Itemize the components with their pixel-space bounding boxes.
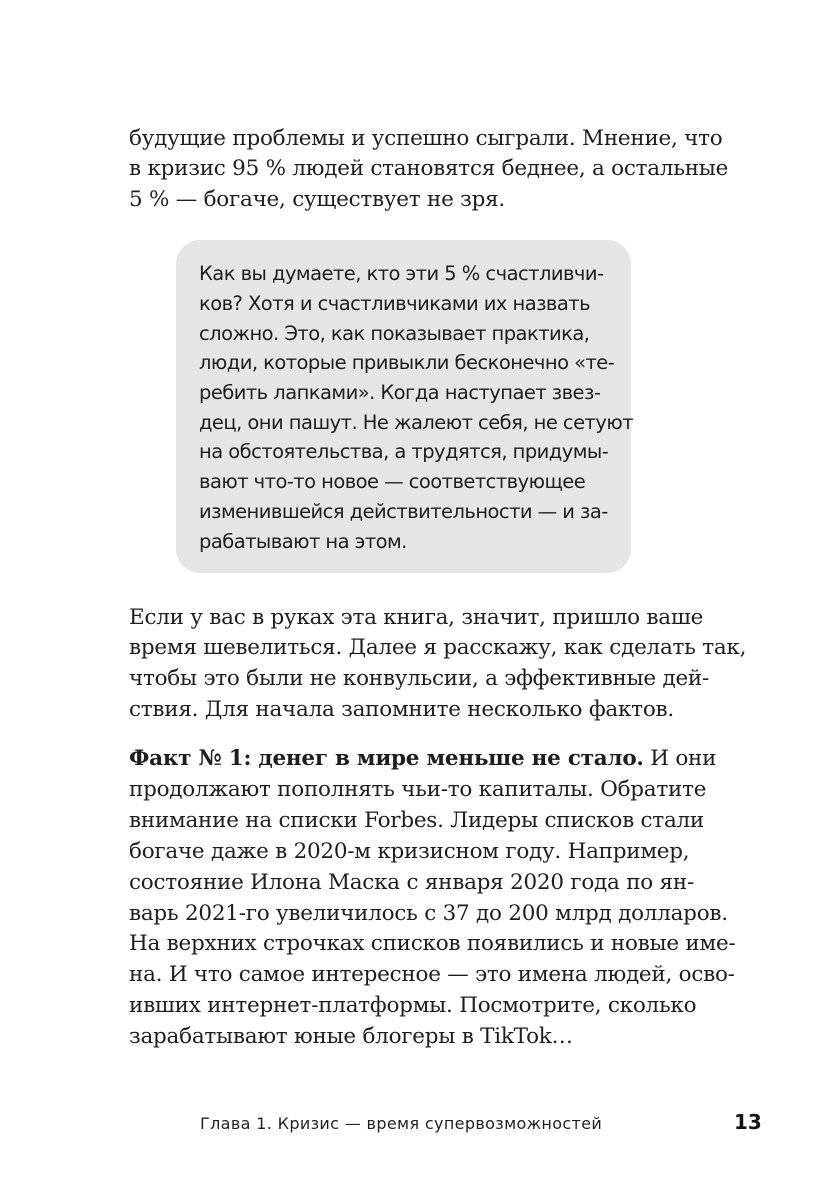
text-line: богаче даже в 2020-м кризисном году. Например, <box>129 839 690 864</box>
callout-line: на обстоятельства, а трудятся, придумы- <box>199 440 609 463</box>
text-line: внимание на списки Forbes. Лидеры списков стали <box>129 808 704 833</box>
text-line: Если у вас в руках эта книга, значит, пришло ваше <box>129 605 704 630</box>
text-line: время шевелиться. Далее я расскажу, как сделать так, <box>129 635 747 660</box>
fact-first-line-rest: И они <box>643 746 717 771</box>
text-line: ствия. Для начала запомните несколько фактов. <box>129 697 674 722</box>
text-line: ивших интернет-платформы. Посмотрите, сколько <box>129 993 697 1018</box>
text-line: будущие проблемы и успешно сыграли. Мнение, что <box>129 126 723 151</box>
callout-line: вают что-то новое — соответствующее <box>199 470 586 493</box>
text-line: состояние Илона Маска с января 2020 года по ян- <box>129 870 694 895</box>
running-footer-chapter-title: Глава 1. Кризис — время супервозможностей <box>200 1114 603 1133</box>
text-line: На верхних строчках списков появились и новые име- <box>129 931 736 956</box>
text-line <box>129 746 716 771</box>
fact-heading: Факт № 1: денег в мире меньше не стало. <box>129 746 644 771</box>
text-line: 5 % — богаче, существует не зря. <box>129 187 506 212</box>
callout-line: рабатывают на этом. <box>199 530 407 553</box>
text-line: варь 2021-го увеличилось с 37 до 200 млрд долларов. <box>129 901 728 926</box>
text-line: зарабатывают юные блогеры в TikTok… <box>129 1024 573 1049</box>
text-line: продолжают пополнять чьи-то капиталы. Обратите <box>129 777 707 802</box>
callout-line: ков? Хотя и счастливчиками их назвать <box>199 292 591 315</box>
callout-line: изменившейся действительности — и за- <box>199 500 608 523</box>
callout-line: ребить лапками». Когда наступает звез- <box>199 381 601 404</box>
text-line: на. И что самое интересное — это имена людей, осво- <box>129 962 735 987</box>
page-number: 13 <box>734 1110 762 1134</box>
text-line: чтобы это были не конвульсии, а эффективные дей- <box>129 666 710 691</box>
callout-line: сложно. Это, как показывает практика, <box>199 322 590 345</box>
callout-box <box>176 240 634 573</box>
callout-line: люди, которые привыкли бесконечно «те- <box>199 351 615 374</box>
text-line: в кризис 95 % людей становятся беднее, а остальные <box>129 156 729 181</box>
callout-line: Как вы думаете, кто эти 5 % счастливчи- <box>199 262 604 285</box>
callout-line: дец, они пашут. Не жалеют себя, не сетуют <box>199 411 634 434</box>
